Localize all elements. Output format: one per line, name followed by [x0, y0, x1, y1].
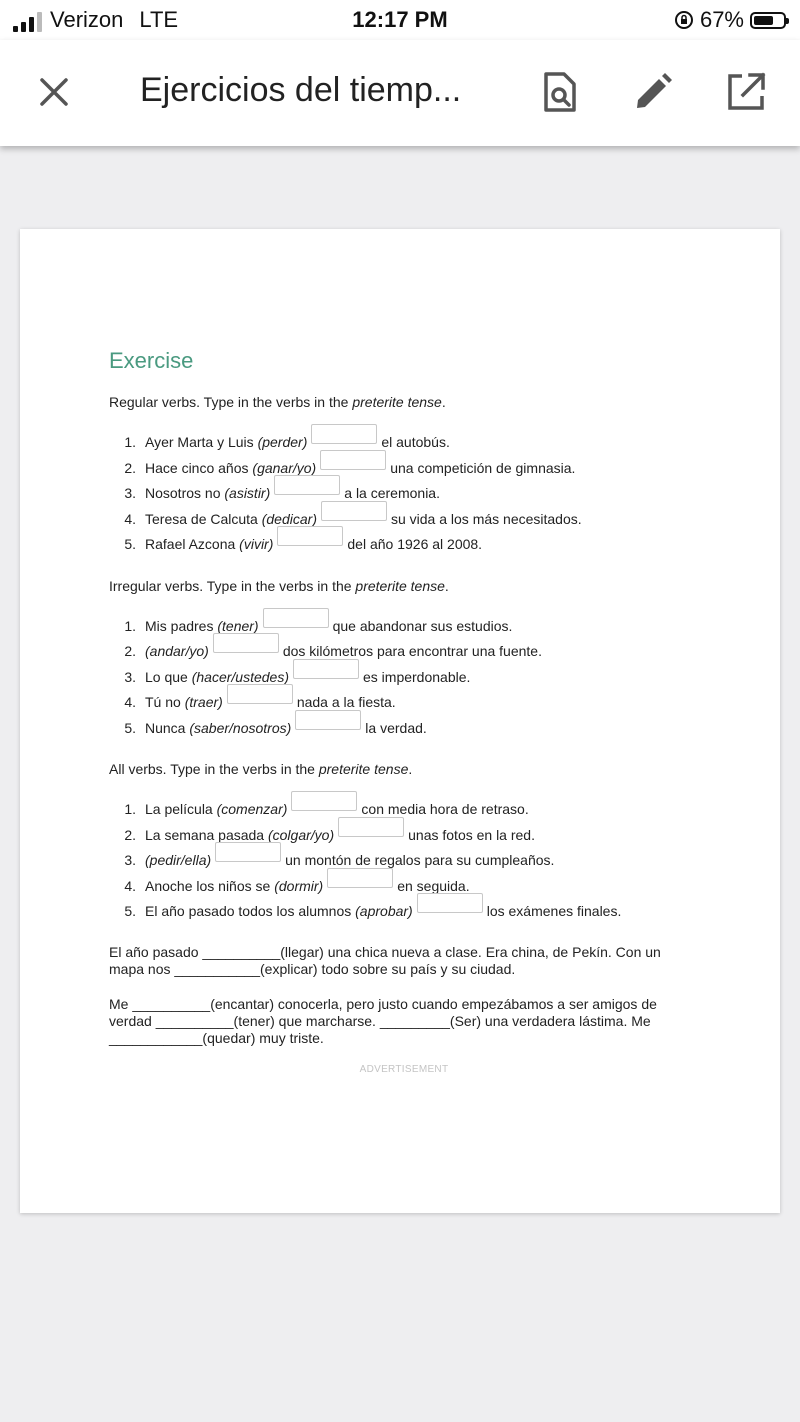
exercise-list: [109, 617, 699, 745]
sentence-end: que abandonar sus estudios.: [332, 617, 513, 634]
pencil-icon: [631, 70, 675, 114]
verb-hint: (tener): [217, 617, 259, 634]
answer-input[interactable]: [295, 710, 361, 730]
item-number: 4.: [124, 510, 136, 527]
item-number: 5.: [124, 903, 136, 919]
sentence-end: nada a la fiesta.: [296, 694, 396, 710]
section-instruction: [109, 577, 699, 595]
answer-input[interactable]: [263, 608, 329, 628]
item-number: 3.: [124, 668, 136, 685]
exercise-item: [109, 433, 699, 459]
item-number: 2.: [124, 459, 136, 476]
close-icon: [34, 72, 74, 112]
verb-hint: (pedir/ella): [145, 852, 212, 868]
exercise-item: [109, 642, 699, 668]
answer-input[interactable]: [321, 501, 387, 521]
sentence-end: dos kilómetros para encontrar una fuente.: [282, 643, 542, 659]
answer-input[interactable]: [338, 817, 404, 837]
status-bar: [0, 0, 800, 40]
verb-hint: (dormir): [274, 877, 324, 894]
verb-hint: (aprobar): [355, 903, 413, 919]
answer-input[interactable]: [293, 659, 359, 679]
item-number: 5.: [124, 536, 136, 552]
document-title: Ejercicios del tiemp...: [140, 71, 462, 109]
exercise-list: [109, 433, 699, 561]
sentence-end: los exámenes finales.: [486, 903, 622, 919]
sentence-end: la verdad.: [365, 719, 427, 736]
exercise-item: [109, 510, 699, 536]
clock: 12:17 PM: [352, 7, 448, 32]
verb-hint: (hacer/ustedes): [191, 668, 289, 685]
sentence-end: el autobús.: [381, 434, 450, 450]
verb-hint: (vivir): [239, 536, 274, 552]
sentence-end: su vida a los más necesitados.: [390, 510, 582, 527]
instruction-end: .: [444, 577, 449, 594]
sentence-end: a la ceremonia.: [344, 485, 440, 501]
verb-hint: (comenzar): [216, 801, 288, 817]
sentence-start: La película: [145, 801, 217, 817]
answer-input[interactable]: [417, 893, 483, 913]
sentence-end: en seguida.: [397, 877, 470, 894]
sentence-start: El año pasado todos los alumnos: [145, 903, 356, 919]
battery-icon: [750, 12, 786, 29]
exercise-item: [109, 719, 699, 745]
paragraph-1: El año pasado __________(llegar) una chica nueva a clase. Era china, de Pekín. Con un mapa nos ___________(explicar) todo sobre su país y su ciudad.: [109, 943, 661, 977]
section-instruction: [109, 760, 699, 778]
exercise-item: [109, 668, 699, 694]
network-type: LTE: [139, 7, 179, 32]
exercise-item: [109, 484, 699, 510]
answer-input[interactable]: [291, 791, 357, 811]
sentence-start: Rafael Azcona: [145, 536, 240, 552]
answer-input[interactable]: [274, 475, 340, 495]
sentence-end: del año 1926 al 2008.: [347, 536, 483, 552]
document-page: [20, 229, 780, 1213]
instruction-emphasis: preterite tense: [352, 394, 442, 410]
exercise-item: [109, 826, 699, 852]
exercise-list: [109, 800, 699, 928]
search-document-icon: [538, 70, 582, 114]
item-number: 3.: [124, 485, 136, 501]
instruction-text: Irregular verbs. Type in the verbs in the: [109, 577, 356, 594]
advertisement-label: ADVERTISEMENT: [359, 1063, 449, 1075]
answer-input[interactable]: [227, 684, 293, 704]
instruction-text: Regular verbs. Type in the verbs in the: [109, 394, 353, 410]
verb-hint: (ganar/yo): [252, 459, 317, 476]
sentence-start: Teresa de Calcuta: [145, 510, 262, 527]
sentence-end: una competición de gimnasia.: [390, 459, 576, 476]
verb-hint: (traer): [184, 694, 223, 710]
instruction-emphasis: preterite tense: [318, 761, 409, 777]
find-in-document-button[interactable]: [538, 70, 582, 114]
item-number: 5.: [124, 719, 136, 736]
sentence-start: Tú no: [145, 694, 185, 710]
item-number: 2.: [124, 643, 136, 659]
answer-input[interactable]: [311, 424, 377, 444]
close-button[interactable]: [34, 72, 74, 112]
sentence-end: con media hora de retraso.: [361, 801, 529, 817]
item-number: 4.: [124, 694, 136, 710]
battery-percent: 67%: [699, 7, 744, 32]
exercise-item: [109, 877, 699, 903]
paragraph-2: Me __________(encantar) conocerla, pero justo cuando empezábamos a ser amigos de verdad __________(tener) que marcharse. _________(Ser) una verdadera lástima. Me ____________(quedar) muy triste.: [109, 995, 657, 1046]
open-external-icon: [724, 70, 768, 114]
answer-input[interactable]: [327, 868, 393, 888]
sentence-end: un montón de regalos para su cumpleaños.: [285, 852, 555, 868]
exercise-item: [109, 693, 699, 719]
instruction-end: .: [441, 394, 446, 410]
instruction-text: All verbs. Type in the verbs in the: [109, 761, 319, 777]
item-number: 1.: [124, 617, 136, 634]
open-in-app-button[interactable]: [724, 70, 768, 114]
sentence-start: La semana pasada: [145, 826, 268, 843]
item-number: 2.: [124, 826, 136, 843]
verb-hint: (colgar/yo): [267, 826, 335, 843]
sentence-start: Anoche los niños se: [145, 877, 275, 894]
exercise-item: [109, 535, 699, 561]
instruction-end: .: [408, 761, 413, 777]
sentence-end: es imperdonable.: [363, 668, 471, 685]
sentence-start: Ayer Marta y Luis: [145, 434, 258, 450]
answer-input[interactable]: [215, 842, 281, 862]
item-number: 4.: [124, 877, 136, 894]
exercise-item: [109, 459, 699, 485]
exercise-item: [109, 902, 699, 928]
verb-hint: (asistir): [224, 485, 271, 501]
carrier-name: Verizon: [50, 7, 124, 32]
document-content: [109, 347, 699, 1079]
verb-hint: (dedicar): [261, 510, 317, 527]
battery-info: [674, 7, 786, 33]
app-bar: [0, 40, 800, 146]
verb-hint: (perder): [257, 434, 308, 450]
section-instruction: [109, 393, 699, 411]
edit-button[interactable]: [631, 70, 675, 114]
answer-input[interactable]: [277, 526, 343, 546]
verb-hint: (andar/yo): [145, 643, 209, 659]
sentence-end: unas fotos en la red.: [408, 826, 535, 843]
exercise-sections: [109, 393, 699, 928]
item-number: 1.: [124, 434, 136, 450]
sentence-start: Nunca: [145, 719, 190, 736]
answer-input[interactable]: [213, 633, 279, 653]
exercise-heading: Exercise: [109, 348, 194, 373]
sentence-start: Hace cinco años: [145, 459, 253, 476]
verb-hint: (saber/nosotros): [189, 719, 292, 736]
sentence-start: Mis padres: [145, 617, 218, 634]
exercise-item: [109, 851, 699, 877]
answer-input[interactable]: [320, 450, 386, 470]
item-number: 3.: [124, 852, 136, 868]
exercise-item: [109, 617, 699, 643]
item-number: 1.: [124, 801, 136, 817]
sentence-start: Nosotros no: [145, 485, 225, 501]
instruction-emphasis: preterite tense: [355, 577, 445, 594]
sentence-start: Lo que: [145, 668, 192, 685]
orientation-lock-icon: [674, 10, 694, 30]
